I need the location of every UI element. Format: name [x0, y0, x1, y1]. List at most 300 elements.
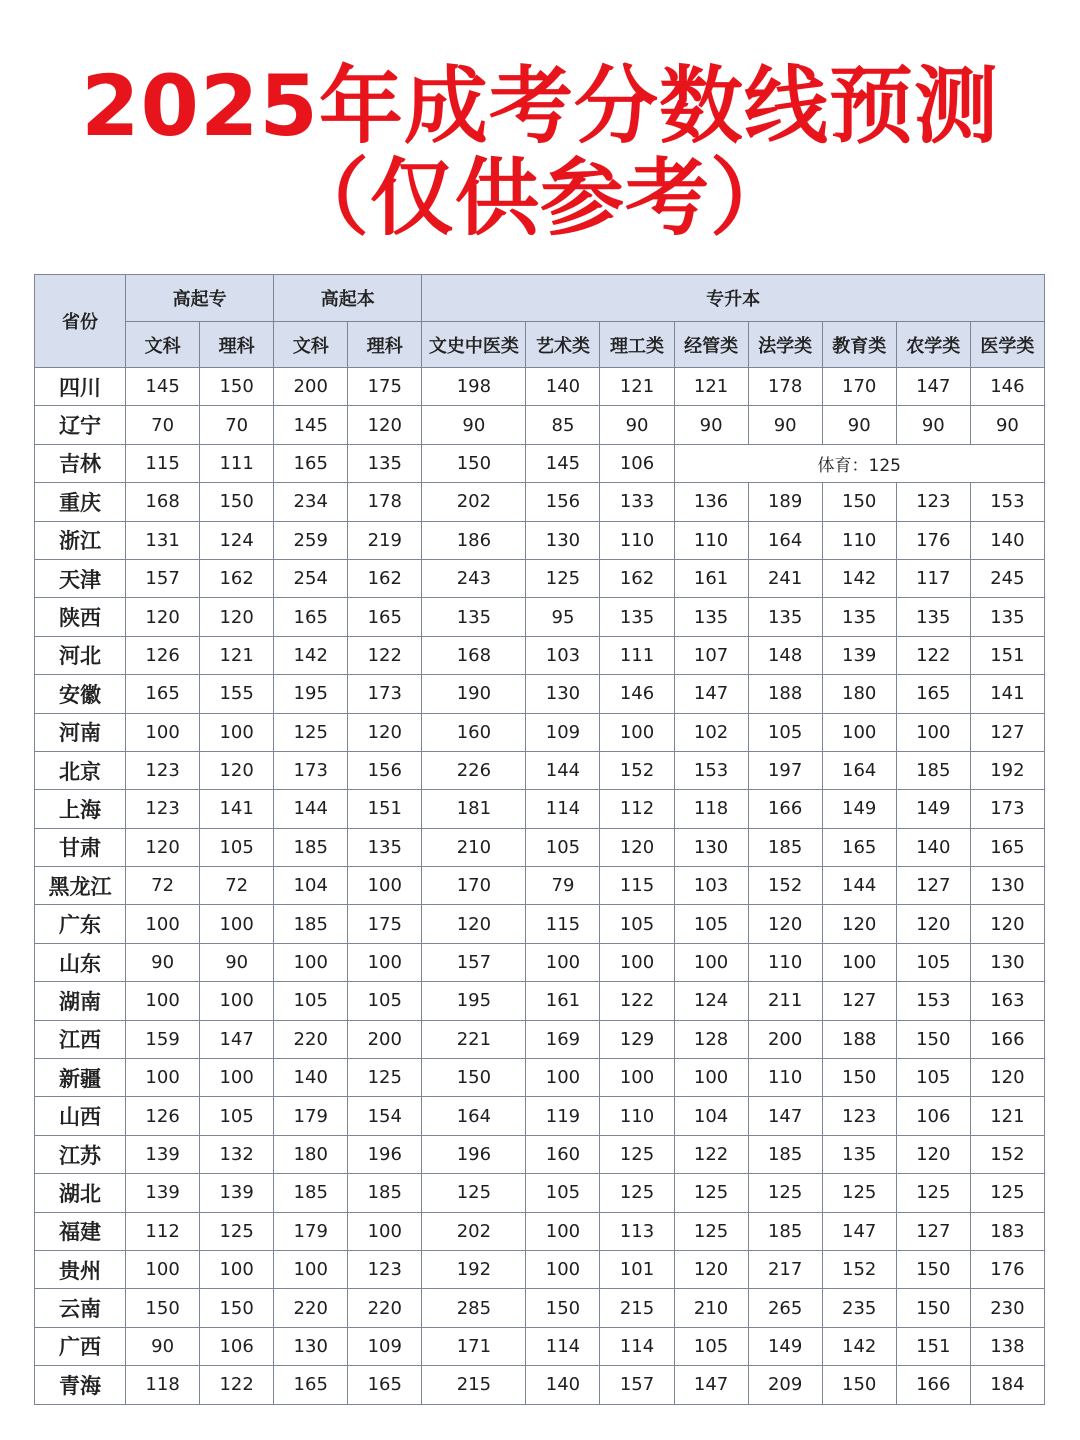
- province-cell: 安徽: [35, 675, 126, 713]
- score-cell: 104: [674, 1097, 748, 1135]
- table-row: [35, 905, 1045, 943]
- score-cell: 125: [526, 559, 600, 597]
- score-cell: 210: [674, 1289, 748, 1327]
- score-cell: 125: [422, 1174, 526, 1212]
- score-cell: 157: [422, 943, 526, 981]
- table-row: [35, 751, 1045, 789]
- score-cell: 150: [896, 1250, 970, 1288]
- score-cell: 184: [970, 1366, 1044, 1404]
- subheader-cell: 文科: [126, 322, 200, 368]
- score-cell: 120: [348, 406, 422, 444]
- score-cell: 135: [348, 828, 422, 866]
- score-cell: 157: [126, 559, 200, 597]
- score-cell: 165: [274, 444, 348, 482]
- score-cell: 140: [526, 368, 600, 406]
- score-cell: 147: [896, 368, 970, 406]
- score-cell: 165: [896, 675, 970, 713]
- score-cell: 196: [422, 1135, 526, 1173]
- score-cell: 125: [748, 1174, 822, 1212]
- table-row: [35, 1059, 1045, 1097]
- score-cell: 165: [274, 598, 348, 636]
- score-cell: 144: [822, 867, 896, 905]
- score-cell: 103: [674, 867, 748, 905]
- score-cell: 195: [422, 982, 526, 1020]
- score-cell: 148: [748, 636, 822, 674]
- score-cell: 90: [970, 406, 1044, 444]
- score-cell: 185: [896, 751, 970, 789]
- score-cell: 120: [748, 905, 822, 943]
- score-cell: 169: [526, 1020, 600, 1058]
- score-cell: 150: [896, 1020, 970, 1058]
- score-cell: 70: [200, 406, 274, 444]
- score-cell: 105: [896, 943, 970, 981]
- score-cell: 200: [274, 368, 348, 406]
- score-cell: 100: [126, 905, 200, 943]
- score-cell: 121: [600, 368, 674, 406]
- score-cell: 185: [274, 1174, 348, 1212]
- score-cell: 165: [274, 1366, 348, 1404]
- table-row: [35, 559, 1045, 597]
- score-cell: 149: [748, 1327, 822, 1365]
- score-cell: 100: [600, 1059, 674, 1097]
- score-cell: 139: [126, 1174, 200, 1212]
- score-cell: 175: [348, 368, 422, 406]
- score-cell: 209: [748, 1366, 822, 1404]
- table-row: [35, 521, 1045, 559]
- score-cell: 127: [896, 867, 970, 905]
- score-cell: 114: [526, 1327, 600, 1365]
- score-cell: 100: [200, 1250, 274, 1288]
- score-cell: 179: [274, 1097, 348, 1135]
- table-row: [35, 483, 1045, 521]
- score-cell: 166: [970, 1020, 1044, 1058]
- table-row: [35, 406, 1045, 444]
- table-row: [35, 598, 1045, 636]
- table-row: [35, 828, 1045, 866]
- score-cell: 144: [274, 790, 348, 828]
- score-cell: 185: [348, 1174, 422, 1212]
- score-cell: 285: [422, 1289, 526, 1327]
- score-cell: 165: [970, 828, 1044, 866]
- score-cell: 109: [348, 1327, 422, 1365]
- score-cell: 165: [822, 828, 896, 866]
- score-cell: 130: [274, 1327, 348, 1365]
- subheader-cell: 法学类: [748, 322, 822, 368]
- table-row: [35, 1366, 1045, 1404]
- score-cell: 125: [674, 1174, 748, 1212]
- score-cell: 130: [526, 521, 600, 559]
- score-cell: 90: [674, 406, 748, 444]
- score-cell: 100: [526, 1059, 600, 1097]
- score-cell: 102: [674, 713, 748, 751]
- score-cell: 125: [348, 1059, 422, 1097]
- score-cell: 180: [822, 675, 896, 713]
- score-cell: 150: [822, 1366, 896, 1404]
- score-cell: 168: [422, 636, 526, 674]
- score-cell: 120: [600, 828, 674, 866]
- score-cell: 185: [748, 1212, 822, 1250]
- score-cell: 179: [274, 1212, 348, 1250]
- score-cell: 265: [748, 1289, 822, 1327]
- score-cell: 141: [970, 675, 1044, 713]
- score-cell: 160: [526, 1135, 600, 1173]
- score-cell: 188: [748, 675, 822, 713]
- score-cell: 110: [600, 1097, 674, 1135]
- score-cell: 120: [126, 828, 200, 866]
- score-cell: 215: [600, 1289, 674, 1327]
- score-cell: 259: [274, 521, 348, 559]
- score-cell: 140: [526, 1366, 600, 1404]
- score-cell: 166: [896, 1366, 970, 1404]
- score-cell: 125: [274, 713, 348, 751]
- score-cell: 135: [822, 1135, 896, 1173]
- score-cell: 140: [896, 828, 970, 866]
- score-cell: 120: [970, 905, 1044, 943]
- score-cell: 176: [896, 521, 970, 559]
- score-cell: 135: [674, 598, 748, 636]
- score-cell: 124: [674, 982, 748, 1020]
- score-cell: 146: [970, 368, 1044, 406]
- score-cell: 178: [348, 483, 422, 521]
- score-cell: 100: [200, 905, 274, 943]
- score-cell: 254: [274, 559, 348, 597]
- score-cell: 220: [274, 1020, 348, 1058]
- score-cell: 189: [748, 483, 822, 521]
- score-cell: 152: [748, 867, 822, 905]
- score-cell: 100: [126, 982, 200, 1020]
- score-cell: 110: [748, 943, 822, 981]
- score-cell: 200: [348, 1020, 422, 1058]
- score-cell: 139: [200, 1174, 274, 1212]
- score-cell: 140: [274, 1059, 348, 1097]
- province-cell: 湖南: [35, 982, 126, 1020]
- score-cell: 100: [526, 943, 600, 981]
- score-cell: 142: [822, 559, 896, 597]
- score-cell: 156: [526, 483, 600, 521]
- score-cell: 164: [422, 1097, 526, 1135]
- score-cell: 147: [674, 1366, 748, 1404]
- score-cell: 140: [970, 521, 1044, 559]
- table-row: [35, 1020, 1045, 1058]
- score-cell: 121: [970, 1097, 1044, 1135]
- score-cell: 176: [970, 1250, 1044, 1288]
- score-cell: 135: [600, 598, 674, 636]
- score-cell: 105: [748, 713, 822, 751]
- province-cell: 福建: [35, 1212, 126, 1250]
- score-cell: 79: [526, 867, 600, 905]
- score-cell: 95: [526, 598, 600, 636]
- score-cell: 173: [970, 790, 1044, 828]
- score-cell: 159: [126, 1020, 200, 1058]
- score-cell: 100: [126, 1250, 200, 1288]
- province-cell: 青海: [35, 1366, 126, 1404]
- score-cell: 185: [274, 828, 348, 866]
- header-zhuanshengben: 专升本: [422, 275, 1045, 322]
- score-cell: 217: [748, 1250, 822, 1288]
- score-cell: 163: [970, 982, 1044, 1020]
- province-cell: 北京: [35, 751, 126, 789]
- score-cell: 192: [970, 751, 1044, 789]
- province-cell: 贵州: [35, 1250, 126, 1288]
- score-cell: 142: [822, 1327, 896, 1365]
- page-subtitle: （仅供参考）: [284, 149, 795, 247]
- subheader-cell: 艺术类: [526, 322, 600, 368]
- subheader-cell: 农学类: [896, 322, 970, 368]
- score-cell: 125: [970, 1174, 1044, 1212]
- score-cell: 165: [348, 1366, 422, 1404]
- score-cell: 190: [422, 675, 526, 713]
- score-cell: 100: [348, 943, 422, 981]
- score-cell: 101: [600, 1250, 674, 1288]
- score-cell: 120: [348, 713, 422, 751]
- score-cell: 175: [348, 905, 422, 943]
- score-cell: 112: [126, 1212, 200, 1250]
- score-cell: 125: [200, 1212, 274, 1250]
- province-cell: 甘肃: [35, 828, 126, 866]
- score-cell: 157: [600, 1366, 674, 1404]
- score-cell: 178: [748, 368, 822, 406]
- province-cell: 河南: [35, 713, 126, 751]
- score-cell: 110: [748, 1059, 822, 1097]
- score-cell: 70: [126, 406, 200, 444]
- score-cell: 211: [748, 982, 822, 1020]
- score-cell: 106: [200, 1327, 274, 1365]
- table-row: [35, 636, 1045, 674]
- score-cell: 161: [526, 982, 600, 1020]
- score-cell: 150: [200, 1289, 274, 1327]
- table-row: [35, 867, 1045, 905]
- province-cell: 辽宁: [35, 406, 126, 444]
- score-cell: 100: [200, 982, 274, 1020]
- page-title: 2025年成考分数线预测: [81, 57, 999, 155]
- score-cell: 124: [200, 521, 274, 559]
- score-cell: 171: [422, 1327, 526, 1365]
- subheader-cell: 医学类: [970, 322, 1044, 368]
- score-cell: 141: [200, 790, 274, 828]
- score-cell: 122: [200, 1366, 274, 1404]
- header-province: 省份: [35, 275, 126, 368]
- score-cell: 123: [896, 483, 970, 521]
- score-cell: 180: [274, 1135, 348, 1173]
- table-row: [35, 1250, 1045, 1288]
- score-cell: 147: [748, 1097, 822, 1135]
- score-cell: 145: [274, 406, 348, 444]
- score-cell: 105: [674, 905, 748, 943]
- score-cell: 150: [422, 444, 526, 482]
- score-cell: 90: [748, 406, 822, 444]
- score-cell: 126: [126, 636, 200, 674]
- score-cell: 185: [748, 1135, 822, 1173]
- score-cell: 235: [822, 1289, 896, 1327]
- score-cell: 221: [422, 1020, 526, 1058]
- score-cell: 105: [200, 1097, 274, 1135]
- table-row: [35, 1097, 1045, 1135]
- score-cell: 147: [200, 1020, 274, 1058]
- score-cell: 173: [348, 675, 422, 713]
- table-row: [35, 368, 1045, 406]
- score-cell: 123: [126, 751, 200, 789]
- score-cell: 115: [126, 444, 200, 482]
- score-cell: 151: [970, 636, 1044, 674]
- score-cell: 152: [970, 1135, 1044, 1173]
- score-cell: 245: [970, 559, 1044, 597]
- score-cell: 118: [126, 1366, 200, 1404]
- score-cell: 90: [126, 1327, 200, 1365]
- table-row: [35, 943, 1045, 981]
- score-cell: 185: [748, 828, 822, 866]
- score-cell: 100: [822, 943, 896, 981]
- score-cell: 165: [126, 675, 200, 713]
- score-cell: 161: [674, 559, 748, 597]
- score-cell: 136: [674, 483, 748, 521]
- score-cell: 210: [422, 828, 526, 866]
- score-cell: 219: [348, 521, 422, 559]
- province-cell: 新疆: [35, 1059, 126, 1097]
- score-cell: 200: [748, 1020, 822, 1058]
- score-cell: 160: [422, 713, 526, 751]
- score-cell: 145: [526, 444, 600, 482]
- score-cell: 139: [126, 1135, 200, 1173]
- score-cell: 120: [200, 751, 274, 789]
- score-cell: 149: [896, 790, 970, 828]
- score-cell: 112: [600, 790, 674, 828]
- score-cell: 106: [600, 444, 674, 482]
- subheader-cell: 经管类: [674, 322, 748, 368]
- score-cell: 127: [970, 713, 1044, 751]
- score-cell: 100: [200, 1059, 274, 1097]
- score-cell: 149: [822, 790, 896, 828]
- province-cell: 云南: [35, 1289, 126, 1327]
- table-row: [35, 444, 1045, 482]
- province-cell: 浙江: [35, 521, 126, 559]
- score-cell: 135: [822, 598, 896, 636]
- score-cell: 103: [526, 636, 600, 674]
- table-row: [35, 1289, 1045, 1327]
- score-cell: 139: [822, 636, 896, 674]
- score-cell: 135: [970, 598, 1044, 636]
- score-cell: 114: [526, 790, 600, 828]
- province-cell: 陕西: [35, 598, 126, 636]
- score-cell: 181: [422, 790, 526, 828]
- score-cell: 100: [896, 713, 970, 751]
- score-cell: 146: [600, 675, 674, 713]
- score-cell: 120: [422, 905, 526, 943]
- score-cell: 192: [422, 1250, 526, 1288]
- score-cell: 109: [526, 713, 600, 751]
- header-gaoqiben: 高起本: [274, 275, 422, 322]
- score-cell: 170: [822, 368, 896, 406]
- score-cell: 127: [822, 982, 896, 1020]
- score-cell: 135: [896, 598, 970, 636]
- score-cell: 114: [600, 1327, 674, 1365]
- header-gaoqizhuan: 高起专: [126, 275, 274, 322]
- note-cell: 体育：125: [674, 444, 1044, 482]
- score-cell: 120: [822, 905, 896, 943]
- score-cell: 170: [422, 867, 526, 905]
- score-cell: 72: [126, 867, 200, 905]
- score-cell: 162: [200, 559, 274, 597]
- score-cell: 150: [200, 483, 274, 521]
- score-cell: 150: [896, 1289, 970, 1327]
- score-cell: 153: [970, 483, 1044, 521]
- score-cell: 173: [274, 751, 348, 789]
- score-cell: 188: [822, 1020, 896, 1058]
- score-cell: 120: [896, 905, 970, 943]
- score-cell: 226: [422, 751, 526, 789]
- score-cell: 105: [348, 982, 422, 1020]
- score-cell: 100: [674, 943, 748, 981]
- score-cell: 185: [274, 905, 348, 943]
- score-cell: 100: [274, 1250, 348, 1288]
- score-cell: 115: [526, 905, 600, 943]
- table-row: [35, 713, 1045, 751]
- score-cell: 118: [674, 790, 748, 828]
- province-cell: 黑龙江: [35, 867, 126, 905]
- province-cell: 天津: [35, 559, 126, 597]
- score-cell: 220: [274, 1289, 348, 1327]
- score-cell: 142: [274, 636, 348, 674]
- subheader-cell: 理科: [200, 322, 274, 368]
- score-cell: 100: [526, 1250, 600, 1288]
- score-cell: 130: [970, 943, 1044, 981]
- score-cell: 100: [126, 1059, 200, 1097]
- score-cell: 127: [896, 1212, 970, 1250]
- score-cell: 162: [348, 559, 422, 597]
- subheader-cell: 理科: [348, 322, 422, 368]
- score-cell: 164: [822, 751, 896, 789]
- score-cell: 150: [126, 1289, 200, 1327]
- score-cell: 186: [422, 521, 526, 559]
- score-cell: 100: [674, 1059, 748, 1097]
- province-cell: 广西: [35, 1327, 126, 1365]
- province-cell: 湖北: [35, 1174, 126, 1212]
- score-cell: 90: [822, 406, 896, 444]
- score-cell: 135: [422, 598, 526, 636]
- score-cell: 183: [970, 1212, 1044, 1250]
- score-cell: 195: [274, 675, 348, 713]
- score-cell: 164: [748, 521, 822, 559]
- score-cell: 150: [822, 483, 896, 521]
- score-cell: 120: [200, 598, 274, 636]
- province-cell: 山西: [35, 1097, 126, 1135]
- score-cell: 122: [348, 636, 422, 674]
- score-cell: 105: [600, 905, 674, 943]
- score-cell: 133: [600, 483, 674, 521]
- score-cell: 168: [126, 483, 200, 521]
- score-cell: 230: [970, 1289, 1044, 1327]
- score-cell: 150: [526, 1289, 600, 1327]
- score-cell: 130: [674, 828, 748, 866]
- score-cell: 125: [896, 1174, 970, 1212]
- score-cell: 130: [526, 675, 600, 713]
- score-cell: 105: [200, 828, 274, 866]
- score-cell: 120: [896, 1135, 970, 1173]
- score-cell: 105: [526, 828, 600, 866]
- score-cell: 100: [274, 943, 348, 981]
- table-row: [35, 1212, 1045, 1250]
- score-cell: 215: [422, 1366, 526, 1404]
- score-cell: 100: [348, 1212, 422, 1250]
- table-row: [35, 790, 1045, 828]
- province-cell: 四川: [35, 368, 126, 406]
- score-cell: 156: [348, 751, 422, 789]
- score-cell: 243: [422, 559, 526, 597]
- province-cell: 广东: [35, 905, 126, 943]
- score-cell: 100: [126, 713, 200, 751]
- score-cell: 144: [526, 751, 600, 789]
- subheader-cell: 文史中医类: [422, 322, 526, 368]
- score-cell: 120: [674, 1250, 748, 1288]
